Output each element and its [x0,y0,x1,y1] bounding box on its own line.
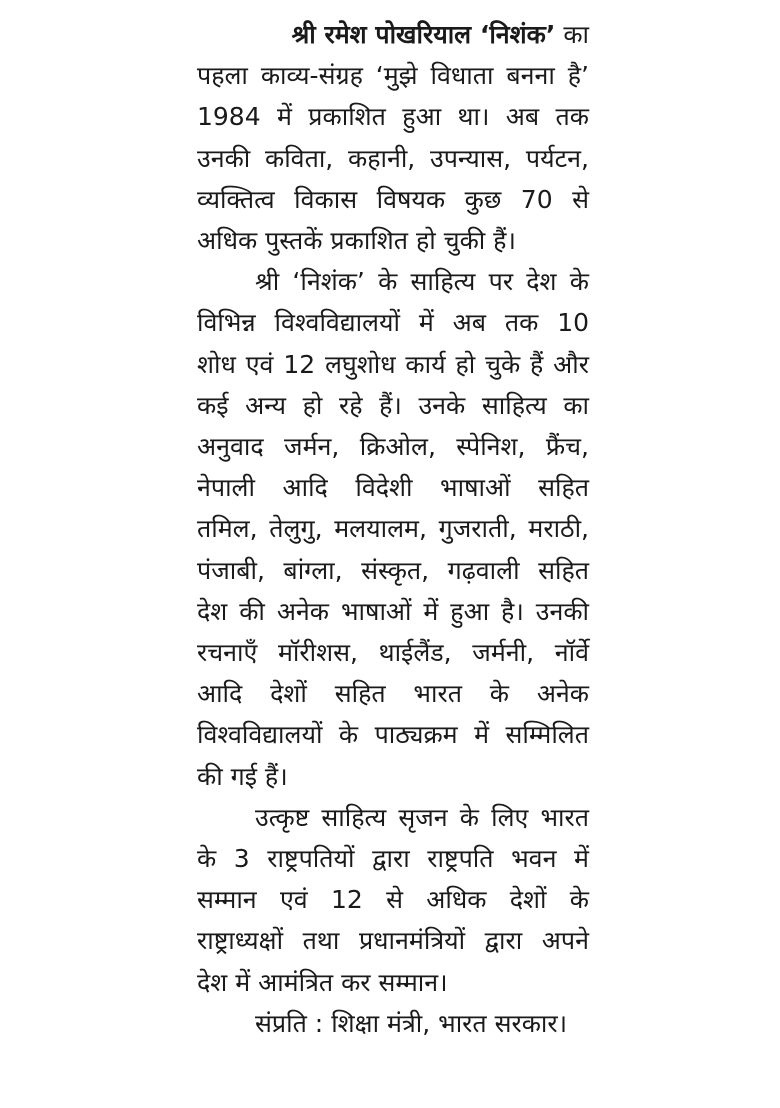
text-line: आदि देशों सहित भारत के अनेक [197,679,589,709]
biography-text-block [197,14,589,1044]
text-line: विश्वविद्यालयों के पाठ्यक्रम में सम्मिलित [197,720,589,750]
text-line: के 3 राष्ट्रपतियों द्वारा राष्ट्रपति भवन में [197,844,589,874]
text-line: तमिल, तेलुगु, मलयालम, गुजराती, मराठी, [197,514,589,544]
text-line: श्री ‘निशंक’ के साहित्य पर देश के [255,267,589,297]
text-line: पहला काव्य-संग्रह ‘मुझे विधाता बनना है’ [197,61,589,91]
text-line: रचनाएँ मॉरीशस, थाईलैंड, जर्मनी, नॉर्वे [197,638,589,668]
current-position-value: शिक्षा मंत्री, भारत सरकार। [331,1008,568,1038]
current-position-line [197,1003,589,1044]
text-line: पंजाबी, बांग्ला, संस्कृत, गढ़वाली सहित [197,555,589,585]
text-line: की गई हैं। [197,761,288,791]
text-line: 1984 में प्रकाशित हुआ था। अब तक [197,102,589,132]
current-position [197,1003,589,1044]
text-line: देश में आमंत्रित कर सम्मान। [197,967,448,997]
paragraph-intro [197,14,589,261]
text-line: श्री रमेश पोखरियाल ‘निशंक’ का [291,20,589,49]
text-line: सम्मान एवं 12 से अधिक देशों के [197,885,589,915]
text-line: नेपाली आदि विदेशी भाषाओं सहित [197,473,589,503]
author-name: श्री रमेश पोखरियाल ‘निशंक’ [291,20,556,49]
text-line: अनुवाद जर्मन, क्रिओल, स्पेनिश, फ्रैंच, [197,432,589,462]
text-line: उनकी कविता, कहानी, उपन्यास, पर्यटन, [197,143,589,173]
text-line: व्यक्तित्व विकास विषयक कुछ 70 से [197,184,589,214]
text-line: देश की अनेक भाषाओं में हुआ है। उनकी [197,596,589,626]
paragraph-honours [197,797,589,1003]
text-line: अधिक पुस्तकें प्रकाशित हो चुकी हैं। [197,226,516,256]
text-line: उत्कृष्ट साहित्य सृजन के लिए भारत [255,802,589,832]
paragraph-research-translations [197,261,589,797]
current-position-label: संप्रति : [255,1008,324,1038]
text-line: विभिन्न विश्वविद्यालयों में अब तक 10 [197,308,589,338]
text-line: कई अन्य हो रहे हैं। उनके साहित्य का [197,390,589,420]
text-line: शोध एवं 12 लघुशोध कार्य हो चुके हैं और [197,349,589,379]
text-line: राष्ट्राध्यक्षों तथा प्रधानमंत्रियों द्वारा अपने [197,926,589,956]
